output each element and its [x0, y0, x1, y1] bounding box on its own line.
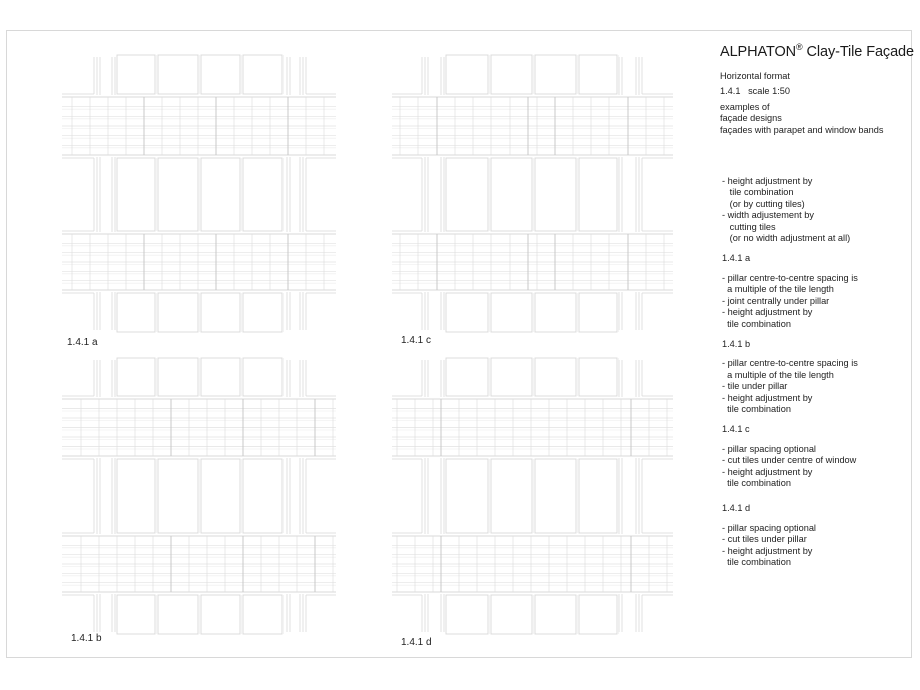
- facade-figure-b: [62, 358, 336, 634]
- note-line: - pillar spacing optional: [722, 522, 816, 533]
- note-line: tile combination: [722, 318, 791, 329]
- note-line: - pillar centre-to-centre spacing is: [722, 272, 858, 283]
- facade-figure-d: [392, 358, 673, 634]
- note-line: - height adjustment by: [722, 545, 813, 556]
- title-text: Clay-Tile Façade: [802, 44, 914, 60]
- note-line: a multiple of the tile length: [722, 369, 834, 380]
- note-line: tile combination: [722, 187, 794, 198]
- brand-name: ALPHATON: [720, 44, 797, 60]
- figure-label-b: 1.4.1 b: [71, 633, 102, 644]
- general-notes: [722, 176, 915, 244]
- note-line: - pillar spacing optional: [722, 443, 816, 454]
- variant-heading-a: 1.4.1 a: [722, 253, 751, 264]
- variant-notes-d: [722, 523, 915, 569]
- note-line: a multiple of the tile length: [722, 284, 834, 295]
- note-line: - pillar centre-to-centre spacing is: [722, 358, 858, 369]
- note-line: - height adjustment by: [722, 466, 813, 477]
- variant-notes-b: [722, 358, 915, 415]
- registered-mark: ®: [796, 42, 803, 52]
- format-label: Horizontal format: [720, 71, 790, 81]
- note-line: - height adjustment by: [722, 176, 813, 187]
- description-line: façades with parapet and window bands: [720, 124, 884, 135]
- note-line: - cut tiles under pillar: [722, 534, 807, 545]
- section-scale: 1.4.1 scale 1:50: [720, 86, 790, 97]
- note-line: - joint centrally under pillar: [722, 295, 830, 306]
- description-line: façade designs: [720, 113, 782, 124]
- variant-heading-b: 1.4.1 b: [722, 338, 751, 349]
- note-line: tile combination: [722, 477, 791, 488]
- note-line: (or no width adjustment at all): [722, 233, 851, 244]
- facade-figure-a: [62, 55, 336, 332]
- variant-heading-d: 1.4.1 d: [722, 503, 751, 514]
- note-line: - cut tiles under centre of window: [722, 455, 857, 466]
- document-title: [720, 38, 915, 61]
- variant-notes-c: [722, 444, 915, 490]
- note-line: - width adjustement by: [722, 210, 814, 221]
- variant-notes-a: [722, 273, 915, 330]
- figure-label-c: 1.4.1 c: [401, 335, 432, 346]
- figure-label-d: 1.4.1 d: [401, 637, 432, 648]
- facade-figure-c: [392, 55, 673, 332]
- note-line: tile combination: [722, 403, 791, 414]
- note-line: - height adjustment by: [722, 392, 813, 403]
- note-line: - tile under pillar: [722, 381, 788, 392]
- figure-label-a: 1.4.1 a: [67, 337, 98, 348]
- note-line: cutting tiles: [722, 221, 776, 232]
- legend-panel: [720, 38, 915, 568]
- description-line: examples of: [720, 101, 770, 112]
- note-line: - height adjustment by: [722, 307, 813, 318]
- variant-heading-c: 1.4.1 c: [722, 424, 750, 435]
- note-line: (or by cutting tiles): [722, 198, 805, 209]
- note-line: tile combination: [722, 557, 791, 567]
